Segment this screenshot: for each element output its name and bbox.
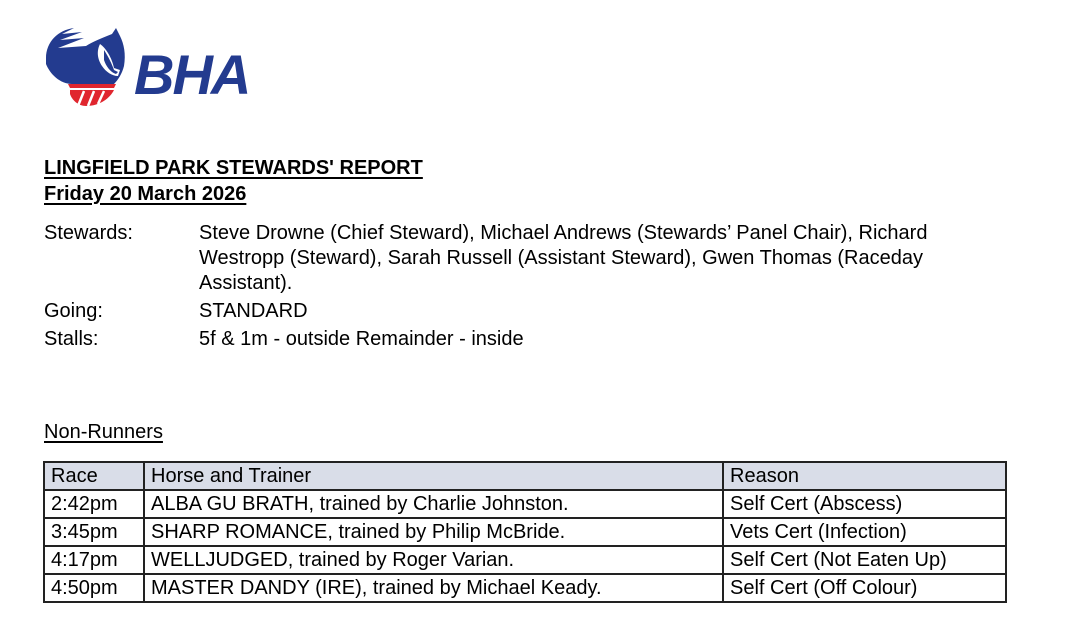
going-value: STANDARD bbox=[199, 300, 308, 322]
reason-cell: Vets Cert (Infection) bbox=[723, 518, 1006, 546]
meeting-info bbox=[44, 221, 984, 355]
column-header-race: Race bbox=[44, 462, 144, 490]
going-row bbox=[44, 299, 984, 324]
table-row bbox=[44, 546, 1006, 574]
report-header bbox=[44, 155, 423, 207]
horse-head-logo-icon bbox=[46, 28, 125, 106]
race-time-cell: 4:50pm bbox=[44, 574, 144, 602]
table-row bbox=[44, 490, 1006, 518]
report-date: Friday 20 March 2026 bbox=[44, 183, 247, 205]
column-header-horse-trainer: Horse and Trainer bbox=[144, 462, 723, 490]
horse-trainer-cell: SHARP ROMANCE, trained by Philip McBride. bbox=[144, 518, 723, 546]
table-header-row bbox=[44, 462, 1006, 490]
stewards-label: Stewards: bbox=[44, 222, 133, 244]
horse-trainer-cell: ALBA GU BRATH, trained by Charlie Johnston. bbox=[144, 490, 723, 518]
table-row bbox=[44, 574, 1006, 602]
reason-cell: Self Cert (Off Colour) bbox=[723, 574, 1006, 602]
going-label: Going: bbox=[44, 300, 103, 322]
column-header-reason: Reason bbox=[723, 462, 1006, 490]
reason-cell: Self Cert (Abscess) bbox=[723, 490, 1006, 518]
horse-trainer-cell: MASTER DANDY (IRE), trained by Michael Keady. bbox=[144, 574, 723, 602]
report-title: LINGFIELD PARK STEWARDS' REPORT bbox=[44, 157, 423, 179]
table-row bbox=[44, 518, 1006, 546]
bha-logo bbox=[42, 24, 257, 108]
race-time-cell: 3:45pm bbox=[44, 518, 144, 546]
stewards-value: Steve Drowne (Chief Steward), Michael Andrews (Stewards’ Panel Chair), Richard Westropp (Steward), Sarah Russell (Assistant Steward), Gwen Thomas (Raceday Assistant). bbox=[199, 222, 928, 294]
reason-cell: Self Cert (Not Eaten Up) bbox=[723, 546, 1006, 574]
race-time-cell: 4:17pm bbox=[44, 546, 144, 574]
non-runners-heading: Non-Runners bbox=[44, 421, 163, 443]
stewards-row bbox=[44, 221, 984, 296]
non-runners-table bbox=[43, 461, 1007, 603]
stalls-row bbox=[44, 327, 984, 352]
race-time-cell: 2:42pm bbox=[44, 490, 144, 518]
stalls-value: 5f & 1m - outside Remainder - inside bbox=[199, 328, 524, 350]
horse-trainer-cell: WELLJUDGED, trained by Roger Varian. bbox=[144, 546, 723, 574]
stalls-label: Stalls: bbox=[44, 328, 99, 350]
bha-logo-text: BHA bbox=[134, 43, 250, 106]
